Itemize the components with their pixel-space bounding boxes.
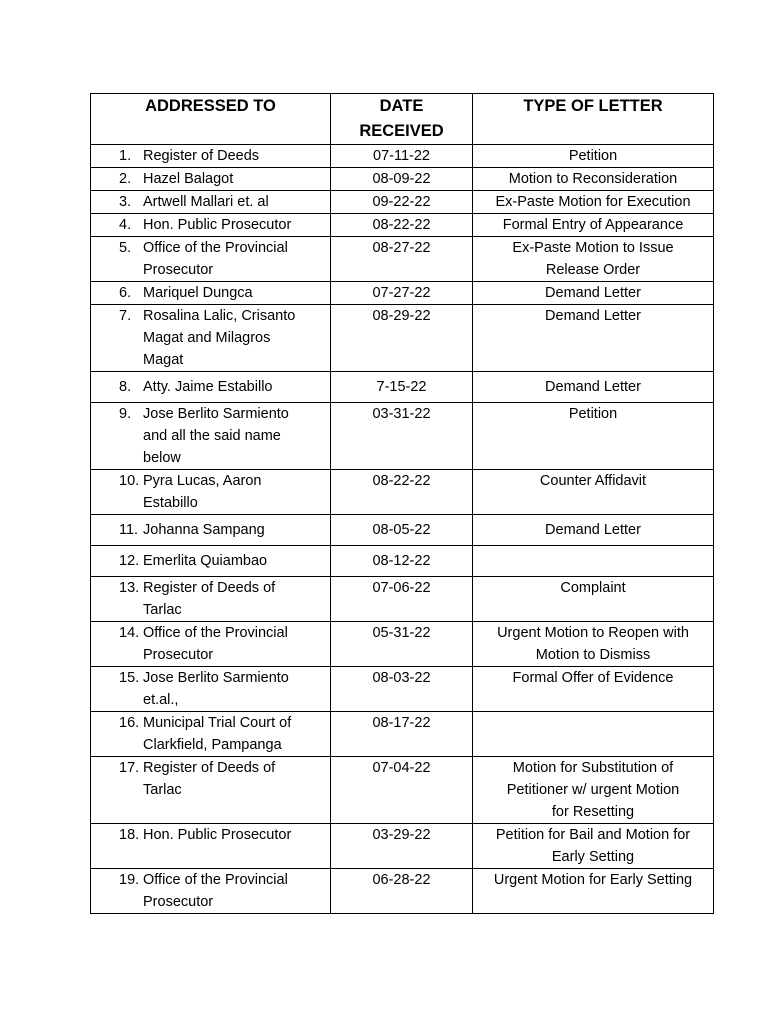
type-of-letter-cell (473, 470, 714, 515)
addressed-to-cell (91, 403, 331, 470)
date-received-cell (331, 372, 473, 403)
type-of-letter-cell (473, 372, 714, 403)
type-of-letter-cell (473, 622, 714, 667)
type-of-letter-text: Early Setting (551, 849, 635, 865)
addressed-to-text: Register of Deeds of (143, 580, 276, 596)
date-received-text: 07-06-22 (372, 580, 431, 596)
date-received-cell (331, 403, 473, 470)
table-row (91, 305, 714, 372)
header-date-received (331, 94, 473, 145)
table-header (91, 94, 714, 145)
addressed-to-text: Jose Berlito Sarmiento (143, 670, 289, 686)
type-of-letter-text: Release Order (545, 262, 641, 278)
table-row (91, 145, 714, 168)
type-of-letter-text: Counter Affidavit (539, 473, 647, 489)
date-received-text: 06-28-22 (372, 872, 431, 888)
row-number: 3. (119, 194, 132, 210)
letters-table (90, 93, 714, 914)
type-of-letter-cell (473, 546, 714, 577)
type-of-letter-text: Formal Offer of Evidence (512, 670, 674, 686)
addressed-to-text: Register of Deeds of (143, 760, 276, 776)
header-date-label-line2: RECEIVED (359, 122, 444, 140)
type-of-letter-text: Urgent Motion for Early Setting (493, 872, 693, 888)
addressed-to-cell (91, 546, 331, 577)
addressed-to-text: below (143, 450, 181, 466)
row-number: 2. (119, 171, 132, 187)
type-of-letter-cell (473, 667, 714, 712)
date-received-cell (331, 145, 473, 168)
type-of-letter-cell (473, 577, 714, 622)
header-type-of-letter (473, 94, 714, 145)
addressed-to-text: Office of the Provincial (143, 625, 288, 641)
addressed-to-cell (91, 214, 331, 237)
table-row (91, 824, 714, 869)
date-received-text: 08-03-22 (372, 670, 431, 686)
date-received-cell (331, 282, 473, 305)
addressed-to-text: Artwell Mallari et. al (143, 194, 269, 210)
date-received-text: 08-29-22 (372, 308, 431, 324)
table-row (91, 168, 714, 191)
header-row (91, 94, 714, 145)
addressed-to-text: Office of the Provincial (143, 240, 288, 256)
date-received-cell (331, 214, 473, 237)
type-of-letter-text: Petition for Bail and Motion for (495, 827, 691, 843)
type-of-letter-text: Petition (568, 406, 618, 422)
type-of-letter-text: Demand Letter (545, 308, 641, 324)
type-of-letter-cell (473, 282, 714, 305)
type-of-letter-text: Ex-Paste Motion to Issue (512, 240, 674, 256)
addressed-to-text: Emerlita Quiambao (143, 553, 268, 569)
addressed-to-cell (91, 667, 331, 712)
date-received-text: 07-11-22 (373, 148, 430, 164)
addressed-to-cell (91, 869, 331, 914)
addressed-to-text: Pyra Lucas, Aaron (143, 473, 262, 489)
addressed-to-cell (91, 282, 331, 305)
date-received-cell (331, 577, 473, 622)
row-number: 16. (119, 715, 140, 731)
row-number: 18. (119, 827, 140, 843)
row-number: 19. (119, 872, 140, 888)
addressed-to-text: et.al., (143, 692, 179, 708)
date-received-text: 07-04-22 (372, 760, 431, 776)
addressed-to-text: Prosecutor (143, 647, 214, 663)
addressed-to-text: Office of the Provincial (143, 872, 288, 888)
date-received-text: 03-29-22 (372, 827, 431, 843)
addressed-to-cell (91, 168, 331, 191)
date-received-text: 08-05-22 (372, 522, 431, 538)
row-number: 5. (119, 240, 132, 256)
addressed-to-text: Hon. Public Prosecutor (143, 217, 292, 233)
header-date-label-line1: DATE (379, 97, 424, 115)
type-of-letter-cell (473, 403, 714, 470)
type-of-letter-text: Demand Letter (545, 285, 641, 301)
type-of-letter-cell (473, 168, 714, 191)
table-row (91, 577, 714, 622)
addressed-to-text: Hon. Public Prosecutor (143, 827, 292, 843)
row-number: 6. (119, 285, 132, 301)
date-received-text: 09-22-22 (372, 194, 431, 210)
date-received-text: 05-31-22 (372, 625, 431, 641)
row-number: 15. (119, 670, 140, 686)
addressed-to-cell (91, 191, 331, 214)
date-received-cell (331, 622, 473, 667)
addressed-to-cell (91, 372, 331, 403)
table-row (91, 470, 714, 515)
addressed-to-text: Tarlac (143, 602, 182, 618)
table-row (91, 869, 714, 914)
table-row (91, 515, 714, 546)
type-of-letter-cell (473, 145, 714, 168)
date-received-text: 08-09-22 (372, 171, 431, 187)
type-of-letter-cell (473, 191, 714, 214)
row-number: 8. (119, 379, 132, 395)
date-received-text: 08-17-22 (372, 715, 431, 731)
table-row (91, 622, 714, 667)
type-of-letter-text: for Resetting (551, 804, 635, 820)
table-row (91, 191, 714, 214)
type-of-letter-text: Demand Letter (545, 522, 641, 538)
table-row (91, 282, 714, 305)
type-of-letter-text: Petition (568, 148, 618, 164)
date-received-cell (331, 712, 473, 757)
type-of-letter-text: Complaint (560, 580, 626, 596)
date-received-cell (331, 191, 473, 214)
addressed-to-text: Hazel Balagot (143, 171, 234, 187)
table-row (91, 667, 714, 712)
row-number: 12. (119, 553, 140, 569)
row-number: 17. (119, 760, 140, 776)
date-received-text: 7-15-22 (376, 379, 427, 395)
type-of-letter-cell (473, 305, 714, 372)
type-of-letter-text: Petitioner w/ urgent Motion (506, 782, 680, 798)
addressed-to-text: Rosalina Lalic, Crisanto (143, 308, 296, 324)
addressed-to-text: Estabillo (143, 495, 198, 511)
addressed-to-text: Jose Berlito Sarmiento (143, 406, 289, 422)
date-received-text: 07-27-22 (372, 285, 431, 301)
type-of-letter-cell (473, 869, 714, 914)
addressed-to-cell (91, 145, 331, 168)
addressed-to-text: Municipal Trial Court of (143, 715, 292, 731)
header-addressed-to (91, 94, 331, 145)
type-of-letter-text: Ex-Paste Motion for Execution (495, 194, 691, 210)
addressed-to-text: Atty. Jaime Estabillo (143, 379, 273, 395)
addressed-to-text: Prosecutor (143, 262, 214, 278)
date-received-text: 08-22-22 (372, 217, 431, 233)
addressed-to-text: Register of Deeds (143, 148, 260, 164)
type-of-letter-text: Motion to Dismiss (535, 647, 651, 663)
table-row (91, 372, 714, 403)
type-of-letter-text: Demand Letter (545, 379, 641, 395)
addressed-to-cell (91, 237, 331, 282)
addressed-to-text: Prosecutor (143, 894, 214, 910)
addressed-to-cell (91, 757, 331, 824)
type-of-letter-cell (473, 237, 714, 282)
type-of-letter-text: Urgent Motion to Reopen with (497, 625, 689, 641)
row-number: 13. (119, 580, 140, 596)
date-received-cell (331, 824, 473, 869)
date-received-cell (331, 237, 473, 282)
table-row (91, 214, 714, 237)
addressed-to-cell (91, 470, 331, 515)
date-received-cell (331, 168, 473, 191)
row-number: 9. (119, 406, 132, 422)
addressed-to-text: Mariquel Dungca (143, 285, 253, 301)
table-row (91, 546, 714, 577)
header-type-label: TYPE OF LETTER (523, 97, 663, 115)
row-number: 7. (119, 308, 132, 324)
addressed-to-text: and all the said name (143, 428, 281, 444)
row-number: 4. (119, 217, 132, 233)
date-received-text: 08-22-22 (372, 473, 431, 489)
addressed-to-cell (91, 305, 331, 372)
date-received-cell (331, 546, 473, 577)
addressed-to-text: Magat (143, 352, 184, 368)
addressed-to-cell (91, 712, 331, 757)
row-number: 11. (119, 522, 139, 538)
date-received-cell (331, 667, 473, 712)
table-row (91, 403, 714, 470)
addressed-to-text: Magat and Milagros (143, 330, 271, 346)
type-of-letter-text: Formal Entry of Appearance (502, 217, 684, 233)
addressed-to-text: Johanna Sampang (143, 522, 265, 538)
table-body (91, 145, 714, 914)
date-received-text: 08-27-22 (372, 240, 431, 256)
type-of-letter-text: Motion to Reconsideration (508, 171, 678, 187)
date-received-cell (331, 470, 473, 515)
addressed-to-text: Clarkfield, Pampanga (143, 737, 282, 753)
date-received-cell (331, 515, 473, 546)
table-row (91, 757, 714, 824)
row-number: 14. (119, 625, 140, 641)
date-received-cell (331, 869, 473, 914)
addressed-to-cell (91, 577, 331, 622)
row-number: 10. (119, 473, 140, 489)
addressed-to-cell (91, 515, 331, 546)
addressed-to-text: Tarlac (143, 782, 182, 798)
type-of-letter-cell (473, 515, 714, 546)
type-of-letter-cell (473, 712, 714, 757)
header-addressed-to-label: ADDRESSED TO (145, 97, 276, 115)
table-row (91, 237, 714, 282)
date-received-text: 08-12-22 (372, 553, 431, 569)
date-received-cell (331, 305, 473, 372)
addressed-to-cell (91, 824, 331, 869)
date-received-cell (331, 757, 473, 824)
type-of-letter-cell (473, 757, 714, 824)
addressed-to-cell (91, 622, 331, 667)
type-of-letter-text: Motion for Substitution of (512, 760, 674, 776)
row-number: 1. (119, 148, 132, 164)
type-of-letter-cell (473, 214, 714, 237)
table-row (91, 712, 714, 757)
type-of-letter-cell (473, 824, 714, 869)
date-received-text: 03-31-22 (372, 406, 431, 422)
